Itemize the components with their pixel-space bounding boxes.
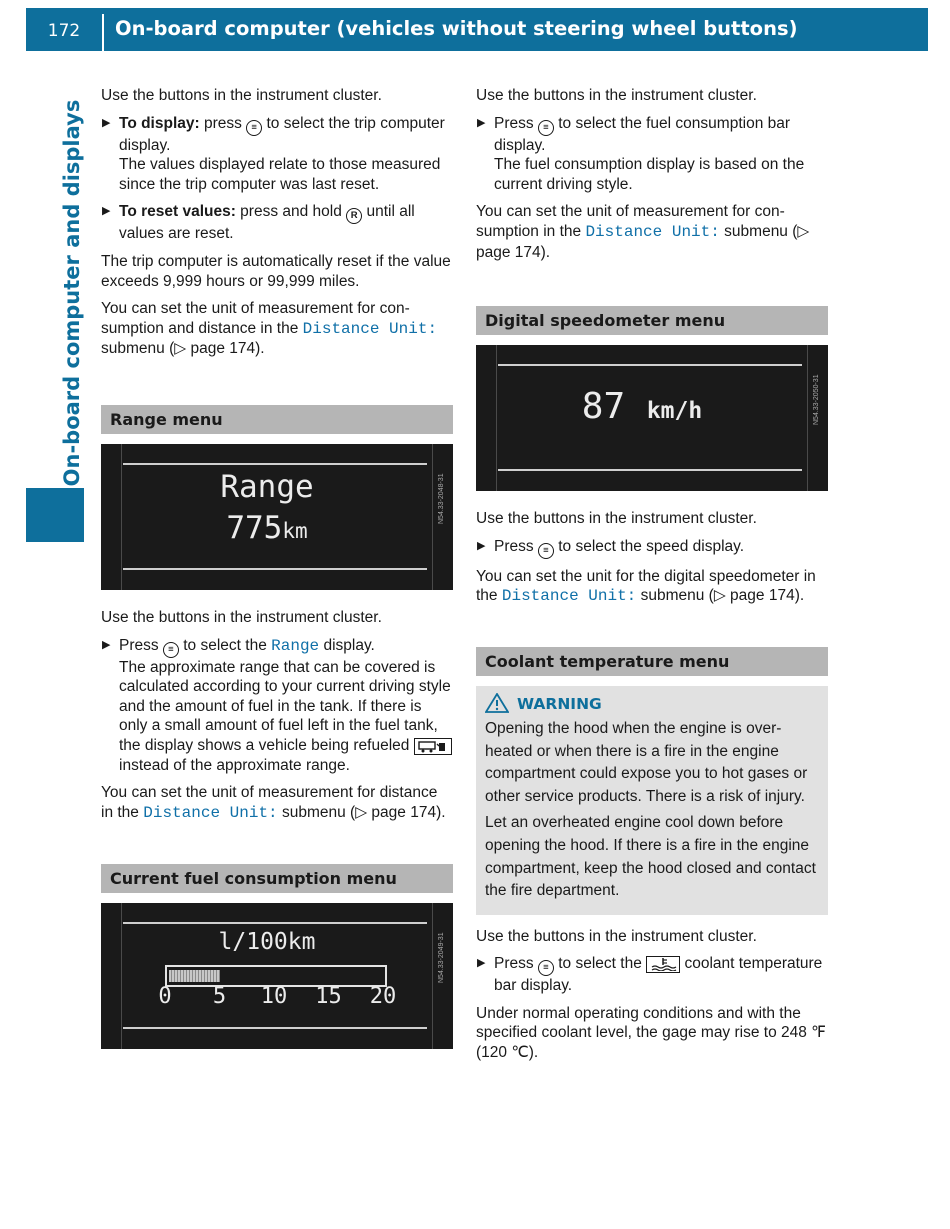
fuel-scale-label: 0	[158, 984, 172, 1010]
range-display-title: Range	[220, 468, 314, 505]
step-arrow-icon: ▶	[477, 539, 486, 552]
reset-button-icon: R	[346, 208, 362, 224]
fuel-scale-label: 10	[260, 984, 288, 1010]
fuel-scale	[158, 984, 397, 1017]
fuel-display-unit: l/100km	[218, 929, 316, 956]
fuel-intro: Use the buttons in the instrument cluster.	[476, 87, 757, 104]
warning-text-1: Opening the hood when the engine is overheated or when there is a fire in the engine compartment could expose you to hot gases or other service products. There is a risk of injury.	[485, 719, 808, 805]
auto-reset-note: The trip computer is automatically reset if the value exceeds 9,999 hours or 99,999 miles.	[101, 252, 451, 290]
fuel-scale-label: 15	[315, 984, 342, 1010]
coolant-intro: Use the buttons in the instrument cluster.	[476, 927, 757, 945]
fuel-menu-heading: Current fuel consumption menu	[101, 864, 453, 893]
menu-button-icon: ≡	[246, 120, 262, 136]
coolant-temperature-icon	[646, 956, 680, 973]
chapter-tab-marker	[26, 488, 84, 542]
menu-button-icon: ≡	[538, 960, 554, 976]
speedometer-menu-heading: Digital speedometer menu	[476, 306, 828, 335]
menu-button-icon: ≡	[538, 120, 554, 136]
page-number: 172	[47, 21, 81, 41]
refuel-icon	[414, 738, 452, 755]
step-arrow-icon: ▶	[102, 638, 111, 651]
page-header	[26, 8, 928, 51]
step-label: To display:	[119, 114, 200, 132]
step-arrow-icon: ▶	[477, 957, 486, 970]
right-column	[476, 86, 828, 1071]
speed-step: ▶ Press ≡ to select the speed display.	[476, 537, 828, 559]
fuel-display-image	[101, 903, 453, 1049]
speed-unit-note: You can set the unit for the digital speedometer in the Distance Unit: submenu (▷ page 174).	[476, 567, 816, 606]
coolant-normal-note: Under normal operating conditions and with the specified coolant level, the gage may rise to 248 ℉ (120 ℃).	[476, 1004, 826, 1062]
fuel-step: ▶ Press ≡ to select the fuel consumption bar display. The fuel consumption display is based on the current driving style.	[477, 114, 805, 193]
range-intro: Use the buttons in the instrument cluster.	[101, 608, 382, 626]
header-divider	[102, 14, 104, 51]
trip-reset-step: ▶ To reset values: press and hold R until all values are reset.	[102, 203, 415, 243]
step-arrow-icon: ▶	[477, 116, 486, 129]
fuel-scale-label: 5	[212, 984, 227, 1010]
step-label: To reset values:	[119, 203, 236, 221]
fuel-unit-note: You can set the unit of measurement for consumption in the Distance Unit: submenu (▷ page 174).	[476, 203, 810, 261]
page-title: On-board computer (vehicles without steering wheel buttons)	[115, 17, 798, 40]
speed-intro: Use the buttons in the instrument cluster.	[476, 510, 757, 528]
image-code: N54.33-2049-31	[438, 932, 446, 984]
step-arrow-icon: ▶	[102, 116, 111, 129]
warning-text-2: Let an overheated engine cool down before opening the hood. If there is a fire in the engine compartment, keep the hood closed and contact the fire department.	[485, 814, 816, 900]
chapter-tab-label: On-board computer and displays	[60, 99, 84, 487]
range-menu-heading: Range menu	[101, 405, 453, 434]
trip-unit-note: You can set the unit of measurement for consumption and distance in the Distance Unit: submenu (▷ page 174).	[101, 300, 438, 358]
warning-box	[476, 686, 828, 915]
warning-header: WARNING	[485, 690, 820, 718]
range-display-value: 775km	[226, 509, 308, 546]
coolant-menu-heading: Coolant temperature menu	[476, 647, 828, 676]
menu-button-icon: ≡	[163, 642, 179, 658]
fuel-bar-fill	[169, 970, 220, 982]
fuel-scale-label: 20	[369, 984, 397, 1010]
image-code: N54.33-2050-31	[813, 374, 821, 426]
speedometer-display-image	[476, 345, 828, 491]
range-display-image	[101, 444, 453, 590]
trip-display-step: ▶ To display: press ≡ to select the trip computer display. The values displayed relate to those measured since the trip computer was last reset.	[102, 114, 445, 193]
range-step: ▶ Press ≡ to select the Range display. The approximate range that can be covered is calculated according to your current driving style and the amount of fuel in the tank. If there is only a small amount of fuel left in the fuel tank, the display shows a vehicle being refueled instead of the approximate range.	[102, 636, 451, 774]
speedometer-display-value: 87 km/h	[581, 386, 703, 428]
coolant-step: ▶ Press ≡ to select the coolant temperature bar display.	[477, 955, 823, 995]
menu-button-icon: ≡	[538, 543, 554, 559]
left-column	[101, 86, 453, 1059]
trip-intro: Use the buttons in the instrument cluster.	[101, 87, 382, 104]
step-note: The values displayed relate to those measured since the trip computer was last reset.	[119, 156, 441, 193]
warning-triangle-icon	[485, 693, 509, 713]
range-unit-note: You can set the unit of measurement for distance in the Distance Unit: submenu (▷ page 174).	[101, 784, 446, 822]
image-code: N54.33-2048-31	[438, 473, 446, 524]
step-arrow-icon: ▶	[102, 205, 111, 218]
